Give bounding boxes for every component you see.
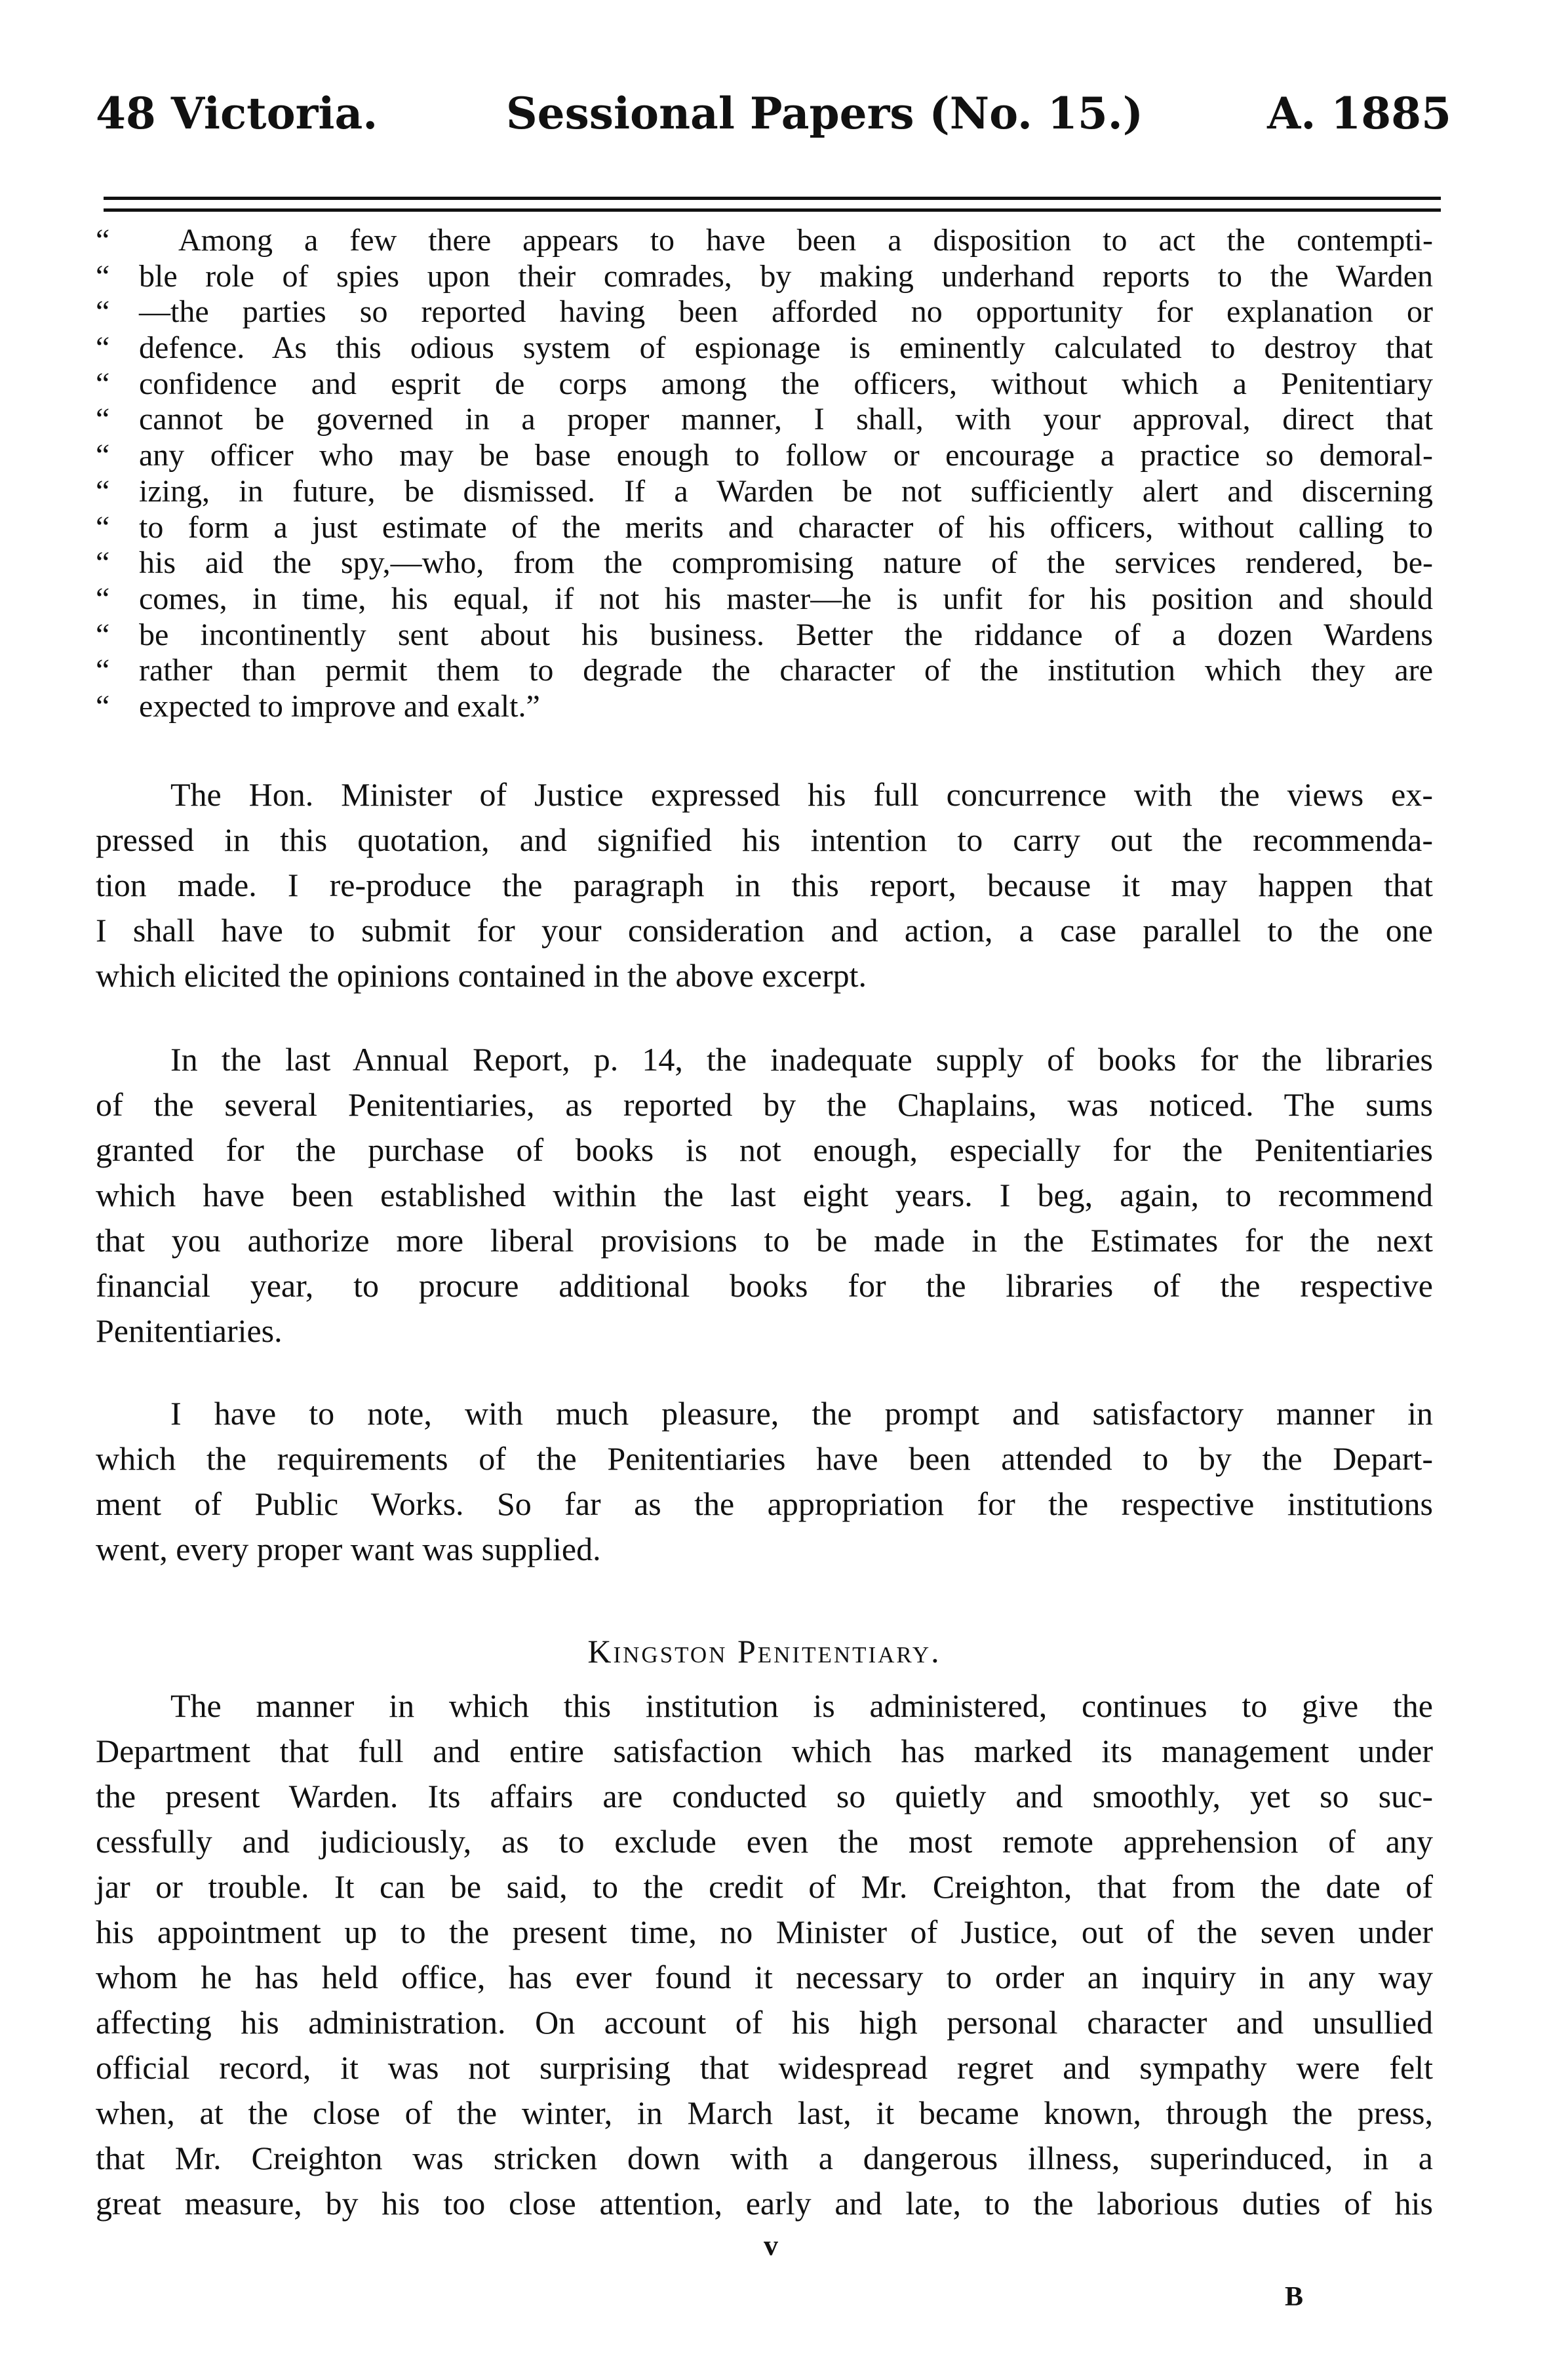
quote-line: “ ble role of spies upon their comrades, by making underhand reports to the Warden [96, 258, 1433, 294]
paragraph-libraries: In the last Annual Report, p. 14, the inadequate supply of books for the libraries of the several Penitentiaries, as reported by the Chaplains, was noticed. The sums granted for the purchase of books is not enough, especially for the Penitentiaries which have been established within the last eight years. I beg, again, to recommend that you authorize more liberal provisions to be made in the Estimates for the next financial year, to procure additional books for the libraries of the respective Penitentiaries. [96, 1041, 1433, 1349]
running-header [96, 77, 1451, 149]
quote-line: “ his aid the spy,—who, from the compromising nature of the services rendered, be- [96, 545, 1433, 581]
quote-line: “ confidence and esprit de corps among the officers, without which a Penitentiary [96, 366, 1433, 401]
signature-mark: B [1284, 2282, 1303, 2312]
quote-line: “ rather than permit them to degrade the character of the institution which they are [96, 653, 1433, 688]
quote-line: “ —the parties so reported having been afforded no opportunity for explanation or [96, 294, 1433, 330]
header-rule-top [104, 197, 1441, 200]
page-marker: v [764, 2229, 778, 2262]
quote-line: “ expected to improve and exalt.” [96, 688, 540, 724]
quote-line: “ izing, in future, be dismissed. If a Warden be not sufficiently alert and discerning [96, 473, 1433, 509]
quote-line: “ cannot be governed in a proper manner, I shall, with your approval, direct that [96, 402, 1433, 437]
paragraph-kingston-penitentiary: The manner in which this institution is administered, continues to give the Department that full and entire satisfaction which has marked its management under the present Warden. Its affairs are conducted so quietly and smoothly, yet so suc- cessfully and judiciously, as to exclude even the most remote apprehension of any jar or trouble. It can be said, to the credit of Mr. Creighton, that from the date of his appointment up to the present time, no Minister of Justice, out of the seven under whom he has held office, has ever found it necessary to order an inquiry in any way affecting his administration. On account of his high personal character and unsullied official record, it was not surprising that widespread regret and sympathy were felt when, at the close of the winter, in March last, it became known, through the press, that Mr. Creighton was stricken down with a dangerous illness, superinduced, in a great measure, by his too close attention, early and late, to the laborious duties of his [96, 1687, 1433, 2222]
header-year: A. 1885 [1267, 88, 1451, 139]
header-sessional-papers: Sessional Papers (No. 15.) [506, 88, 1143, 139]
paragraph-public-works: I have to note, with much pleasure, the prompt and satisfactory manner in which the requirements of the Penitentiaries have been attended to by the Depart- ment of Public Works. So far as the appropriation for the respective institutions went, every proper want was supplied. [96, 1395, 1433, 1567]
quote-line: “ comes, in time, his equal, if not his master—he is unfit for his position and should [96, 581, 1433, 616]
header-regnal-year: 48 Victoria. [96, 88, 378, 139]
quoted-excerpt [96, 223, 1433, 725]
section-heading-kingston-penitentiary: Kingston Penitentiary. [587, 1633, 941, 1670]
paragraph-minister-of-justice: The Hon. Minister of Justice expressed his full concurrence with the views ex- pressed in this quotation, and signified his intention to carry out the recommenda- tion made. I re-produce the paragraph in this report, because it may happen that I shall have to submit for your consideration and action, a case parallel to the one which elicited the opinions contained in the above excerpt. [96, 776, 1433, 994]
header-rule-bottom [104, 208, 1441, 212]
quote-line: “ defence. As this odious system of espionage is eminently calculated to destroy that [96, 330, 1433, 366]
quote-line: “ to form a just estimate of the merits and character of his officers, without calling to [96, 509, 1433, 545]
quote-line: “ be incontinently sent about his business. Better the riddance of a dozen Wardens [96, 617, 1433, 652]
quote-line: “ any officer who may be base enough to follow or encourage a practice so demoral- [96, 438, 1433, 473]
quote-line: “ Among a few there appears to have been a disposition to act the contempti- [96, 223, 1433, 258]
